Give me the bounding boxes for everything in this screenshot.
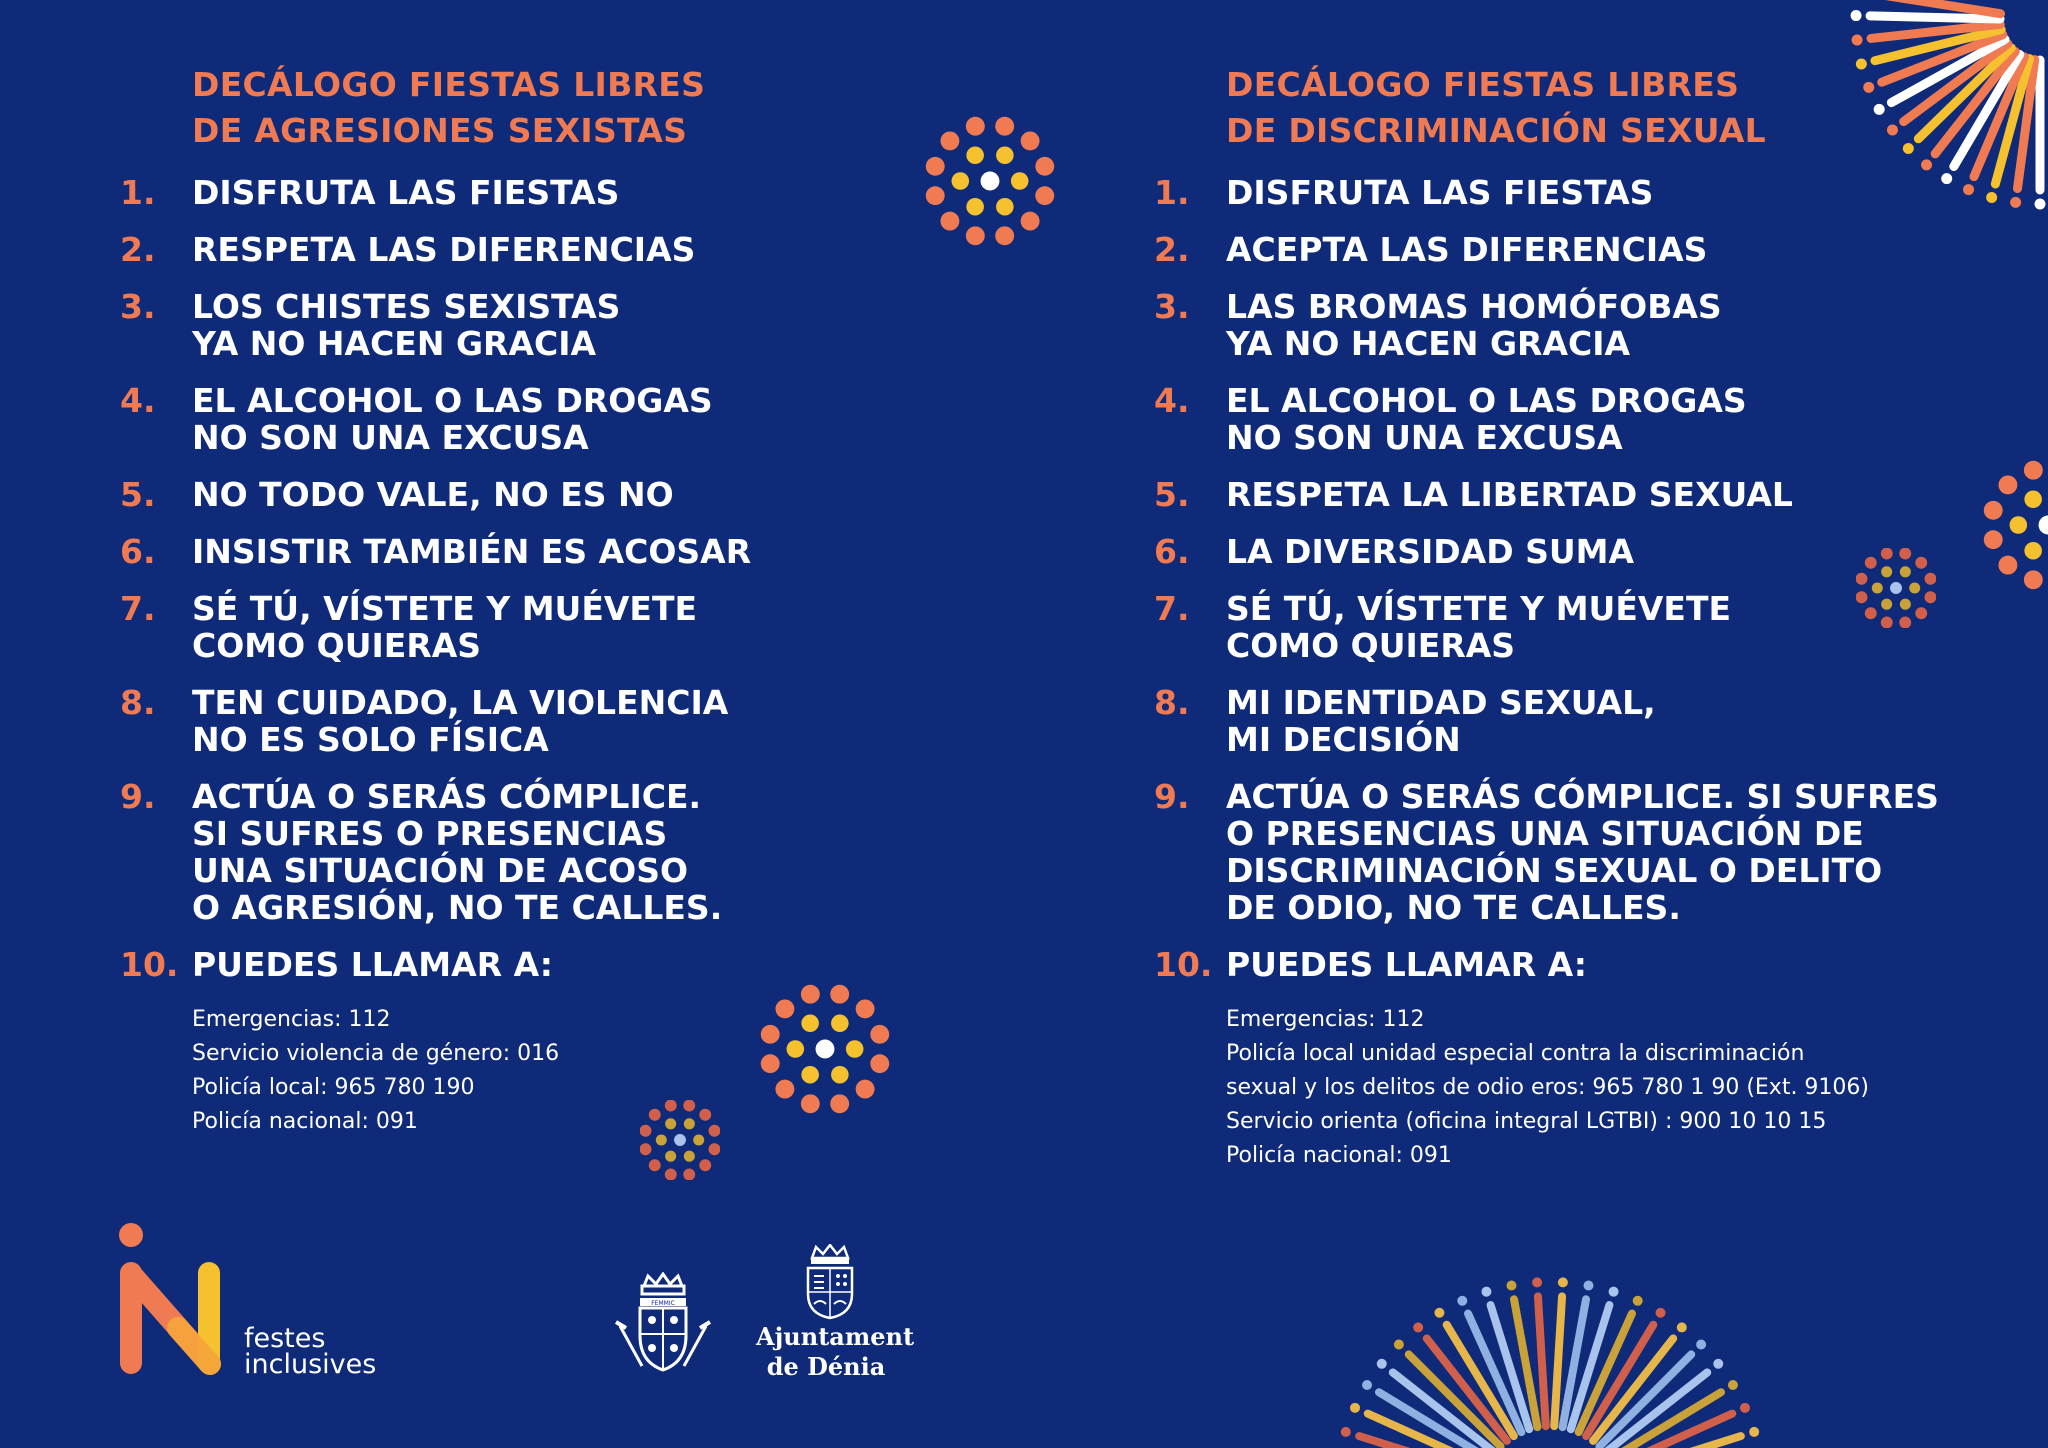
item-number: 10. xyxy=(1154,945,1213,984)
contact-line: Emergencias: 112 xyxy=(192,1007,391,1032)
contact-list xyxy=(192,1003,1020,1139)
item-number: 8. xyxy=(120,683,156,722)
item-text xyxy=(192,590,697,664)
femmic-label: FEMMIC xyxy=(651,1300,675,1307)
decalogue-item xyxy=(120,946,1020,983)
item-text xyxy=(1226,174,1653,211)
item-text-line: TEN CUIDADO, LA VIOLENCIA xyxy=(192,683,729,722)
item-text-line: O AGRESIÓN, NO TE CALLES. xyxy=(192,888,723,927)
festes-inclusives-wordmark: festes inclusives xyxy=(244,1323,377,1380)
firework-dots-icon xyxy=(760,984,890,1114)
item-number: 5. xyxy=(120,475,156,514)
item-number: 6. xyxy=(1154,532,1190,571)
decalogue-item xyxy=(120,288,1020,362)
contact-line: Policía nacional: 091 xyxy=(1226,1143,1452,1168)
item-text xyxy=(192,946,553,983)
item-text xyxy=(1226,533,1634,570)
decalogue-item xyxy=(1154,288,2014,362)
item-text xyxy=(192,231,695,268)
decalogue-item xyxy=(120,231,1020,268)
decalogue-item xyxy=(1154,778,2014,926)
decalogue-item xyxy=(1154,684,2014,758)
decalogue-item xyxy=(1154,476,2014,513)
item-text-line: PUEDES LLAMAR A: xyxy=(1226,945,1587,984)
item-text-line: COMO QUIERAS xyxy=(1226,626,1516,665)
item-number: 1. xyxy=(1154,173,1190,212)
item-text xyxy=(192,174,619,211)
item-text-line: SÉ TÚ, VÍSTETE Y MUÉVETE xyxy=(192,589,698,628)
item-number: 4. xyxy=(1154,381,1190,420)
item-text-line: DE ODIO, NO TE CALLES. xyxy=(1226,888,1681,927)
item-text-line: RESPETA LAS DIFERENCIAS xyxy=(192,230,696,269)
firework-burst-icon xyxy=(1820,0,2048,230)
contact-list xyxy=(1226,1003,2014,1173)
item-text-line: RESPETA LA LIBERTAD SEXUAL xyxy=(1226,475,1793,514)
femmic-crest-logo xyxy=(612,1272,714,1378)
item-text xyxy=(1226,476,1793,513)
item-text-line: PUEDES LLAMAR A: xyxy=(192,945,553,984)
decalogue-title: DECÁLOGO FIESTAS LIBRES DE DISCRIMINACIÓN SEXUAL xyxy=(1226,65,1767,150)
decalogue-item xyxy=(120,590,1020,664)
decalogue-item xyxy=(120,382,1020,456)
item-text-line: NO SON UNA EXCUSA xyxy=(192,418,589,457)
item-number: 3. xyxy=(1154,287,1190,326)
item-text-line: INSISTIR TAMBIÉN ES ACOSAR xyxy=(192,532,752,571)
item-text-line: ACTÚA O SERÁS CÓMPLICE. xyxy=(192,777,702,816)
item-text xyxy=(1226,231,1707,268)
item-text xyxy=(192,476,674,513)
item-text-line: DISCRIMINACIÓN SEXUAL O DELITO xyxy=(1226,851,1883,890)
item-number: 7. xyxy=(120,589,156,628)
item-text-line: NO ES SOLO FÍSICA xyxy=(192,720,549,759)
item-text-line: MI IDENTIDAD SEXUAL, xyxy=(1226,683,1656,722)
item-number: 5. xyxy=(1154,475,1190,514)
item-number: 4. xyxy=(120,381,156,420)
item-text-line: LOS CHISTES SEXISTAS xyxy=(192,287,621,326)
item-text-line: O PRESENCIAS UNA SITUACIÓN DE xyxy=(1226,814,1864,853)
item-number: 1. xyxy=(120,173,156,212)
item-number: 6. xyxy=(120,532,156,571)
item-text-line: YA NO HACEN GRACIA xyxy=(192,324,597,363)
decalogue-title: DECÁLOGO FIESTAS LIBRES DE AGRESIONES SEXISTAS xyxy=(192,65,706,150)
item-text-line: SÉ TÚ, VÍSTETE Y MUÉVETE xyxy=(1226,589,1732,628)
decalogue-item xyxy=(1154,382,2014,456)
firework-dots-icon xyxy=(925,116,1055,246)
item-text-line: LAS BROMAS HOMÓFOBAS xyxy=(1226,287,1722,326)
firework-dots-icon xyxy=(1978,460,2048,590)
item-text-line: ACTÚA O SERÁS CÓMPLICE. SI SUFRES xyxy=(1226,777,1939,816)
item-number: 7. xyxy=(1154,589,1190,628)
item-number: 10. xyxy=(120,945,179,984)
item-number: 2. xyxy=(120,230,156,269)
item-text xyxy=(1226,382,1747,456)
decalogue-list xyxy=(120,174,1020,983)
item-text-line: DISFRUTA LAS FIESTAS xyxy=(192,173,620,212)
contact-line: Servicio orienta (oficina integral LGTBI) : 900 10 10 15 xyxy=(1226,1109,1827,1134)
item-text xyxy=(192,778,722,926)
contact-line: Emergencias: 112 xyxy=(1226,1007,1425,1032)
decalogue-sexist-aggressions xyxy=(120,62,1020,1139)
item-text-line: COMO QUIERAS xyxy=(192,626,482,665)
item-text xyxy=(192,533,751,570)
item-text xyxy=(1226,288,1722,362)
item-text-line: SI SUFRES O PRESENCIAS xyxy=(192,814,668,853)
contact-line: Policía local: 965 780 190 xyxy=(192,1075,475,1100)
contact-line: Policía nacional: 091 xyxy=(192,1109,418,1134)
ajuntament-denia-wordmark: Ajuntament de Dénia xyxy=(756,1322,915,1381)
contact-line: Policía local unidad especial contra la discriminación xyxy=(1226,1041,1805,1066)
decalogue-item xyxy=(120,533,1020,570)
contact-line: Servicio violencia de género: 016 xyxy=(192,1041,560,1066)
item-text-line: EL ALCOHOL O LAS DROGAS xyxy=(192,381,713,420)
item-text xyxy=(1226,946,1587,983)
festes-inclusives-logo xyxy=(118,1222,223,1378)
item-text xyxy=(1226,778,1939,926)
item-text-line: NO TODO VALE, NO ES NO xyxy=(192,475,674,514)
item-text xyxy=(1226,590,1731,664)
contact-line: sexual y los delitos de odio eros: 965 780 1 90 (Ext. 9106) xyxy=(1226,1075,1870,1100)
decalogue-item xyxy=(120,684,1020,758)
ajuntament-denia-crest-logo xyxy=(804,1244,856,1320)
decalogue-item xyxy=(1154,231,2014,268)
decalogue-item xyxy=(120,476,1020,513)
item-number: 9. xyxy=(120,777,156,816)
item-text xyxy=(1226,684,1656,758)
item-text-line: DISFRUTA LAS FIESTAS xyxy=(1226,173,1654,212)
decalogue-item xyxy=(120,174,1020,211)
firework-dots-icon xyxy=(640,1100,720,1180)
item-text xyxy=(192,684,728,758)
item-text-line: EL ALCOHOL O LAS DROGAS xyxy=(1226,381,1747,420)
item-text-line: YA NO HACEN GRACIA xyxy=(1226,324,1631,363)
item-text-line: ACEPTA LAS DIFERENCIAS xyxy=(1226,230,1708,269)
item-text xyxy=(192,288,620,362)
item-text-line: UNA SITUACIÓN DE ACOSO xyxy=(192,851,689,890)
item-number: 2. xyxy=(1154,230,1190,269)
decalogue-item xyxy=(120,778,1020,926)
firework-burst-icon xyxy=(1320,1236,1780,1448)
item-number: 9. xyxy=(1154,777,1190,816)
item-text xyxy=(192,382,713,456)
item-text-line: LA DIVERSIDAD SUMA xyxy=(1226,532,1635,571)
item-text-line: MI DECISIÓN xyxy=(1226,720,1461,759)
firework-dots-icon xyxy=(1856,548,1936,628)
item-number: 3. xyxy=(120,287,156,326)
item-number: 8. xyxy=(1154,683,1190,722)
decalogue-item xyxy=(1154,946,2014,983)
item-text-line: NO SON UNA EXCUSA xyxy=(1226,418,1623,457)
